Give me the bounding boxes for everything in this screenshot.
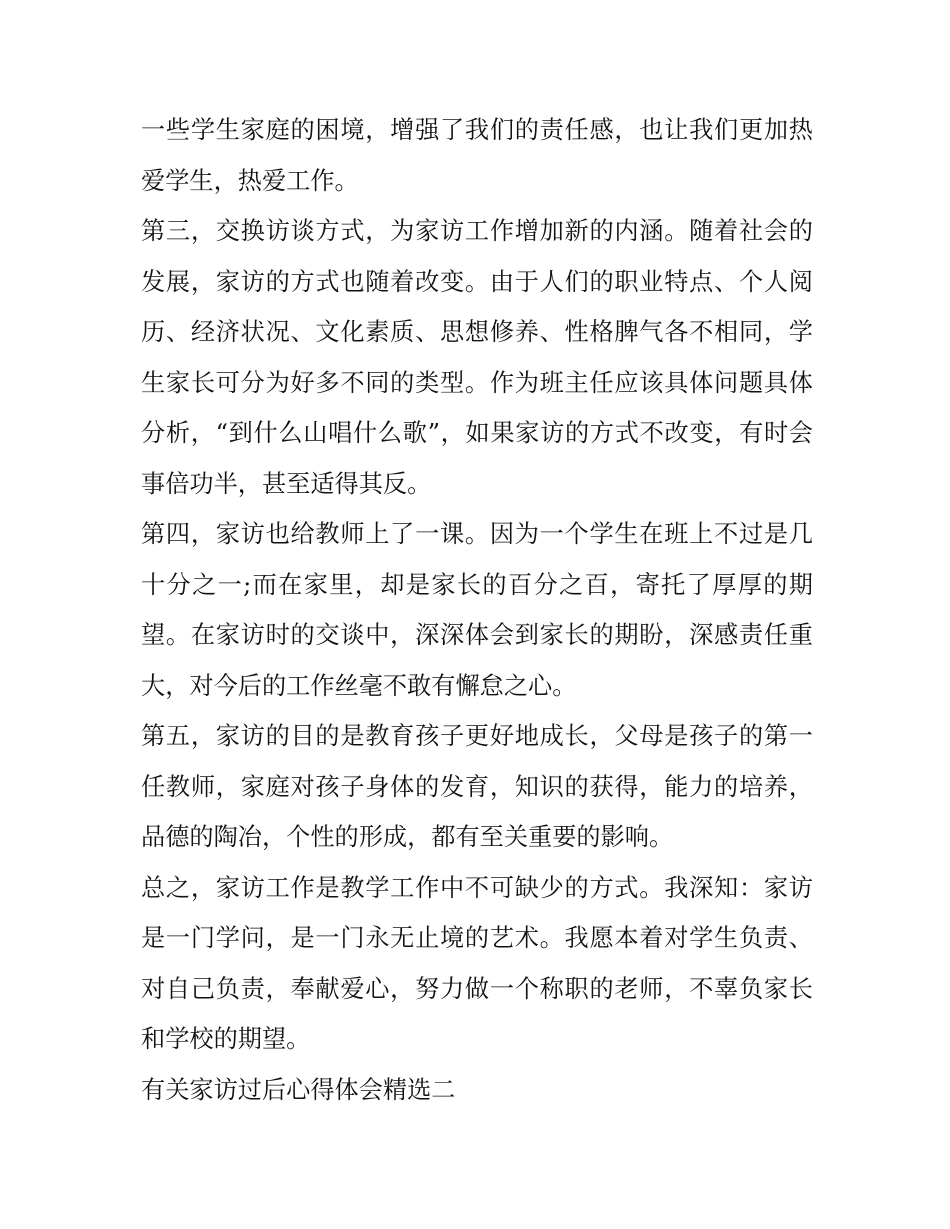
document-body — [141, 105, 813, 1115]
paragraph-4: 第五，家访的目的是教育孩子更好地成长，父母是孩子的第一任教师，家庭对孩子身体的发育，知识的获得，能力的培养，品德的陶冶，个性的形成，都有至关重要的影响。 — [141, 722, 813, 851]
paragraph-5: 总之，家访工作是教学工作中不可缺少的方式。我深知：家访是一门学问，是一门永无止境的艺术。我愿本着对学生负责、对自己负责，奉献爱心，努力做一个称职的老师，不辜负家长和学校的期望。 — [141, 873, 813, 1053]
section-heading: 有关家访过后心得体会精选二 — [141, 1075, 456, 1104]
paragraph-2: 第三，交换访谈方式，为家访工作增加新的内涵。随着社会的发展，家访的方式也随着改变。由于人们的职业特点、个人阅历、经济状况、文化素质、思想修养、性格脾气各不相同，学生家长可分为好多不同的类型。作为班主任应该具体问题具体分析，“到什么山唱什么歌”，如果家访的方式不改变，有时会事倍功半，甚至适得其反。 — [141, 217, 813, 498]
paragraph-3: 第四，家访也给教师上了一课。因为一个学生在班上不过是几十分之一;而在家里，却是家长的百分之百，寄托了厚厚的期望。在家访时的交谈中，深深体会到家长的期盼，深感责任重大，对今后的工作丝毫不敢有懈怠之心。 — [141, 520, 813, 700]
paragraph-1: 一些学生家庭的困境，增强了我们的责任感，也让我们更加热爱学生，热爱工作。 — [141, 116, 813, 195]
